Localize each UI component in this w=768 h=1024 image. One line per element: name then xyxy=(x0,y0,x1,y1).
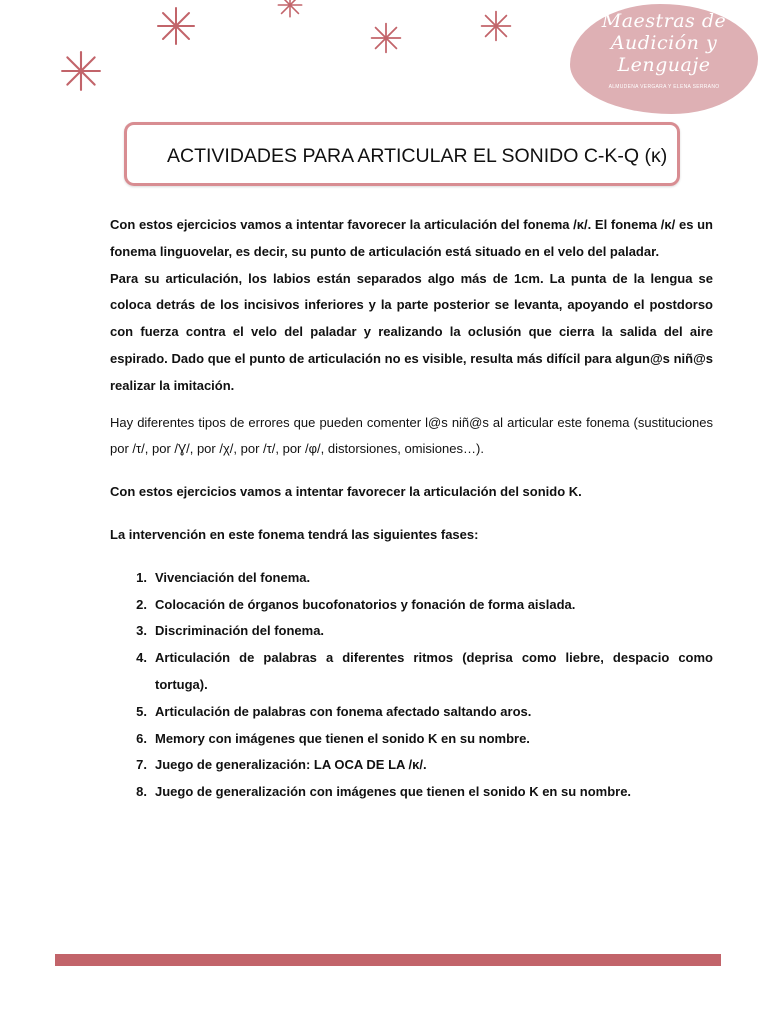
star-decoration-icon xyxy=(480,10,512,42)
logo-title-line: Audición y xyxy=(610,32,718,54)
footer-divider xyxy=(55,954,721,966)
star-decoration-icon xyxy=(156,6,196,46)
list-item-text: Articulación de palabras a diferentes ritmos (deprisa como liebre, despacio como tortuga). xyxy=(155,650,713,692)
star-decoration-icon xyxy=(277,0,303,18)
list-item xyxy=(110,779,713,806)
list-item-text: Discriminación del fonema. xyxy=(155,623,325,639)
list-item xyxy=(110,752,713,779)
list-item-text: Juego de generalización con imágenes que tienen el sonido K en su nombre. xyxy=(155,784,632,800)
list-item xyxy=(110,618,713,645)
star-decoration-icon xyxy=(370,22,402,54)
logo-title xyxy=(570,10,758,76)
page-title: ACTIVIDADES PARA ARTICULAR EL SONIDO C-K-Q (κ) xyxy=(167,145,668,167)
brand-logo xyxy=(570,4,758,114)
list-number: 8. xyxy=(136,784,147,800)
logo-title-line: Maestras de xyxy=(601,10,727,32)
document-body xyxy=(110,212,713,806)
logo-authors: ALMUDENA VERGARA Y ELENA SERRANO xyxy=(608,84,720,90)
list-item xyxy=(110,726,713,753)
star-decoration-icon xyxy=(60,50,102,92)
list-number: 6. xyxy=(136,730,147,746)
list-item-text: Vivenciación del fonema. xyxy=(155,569,311,585)
list-item-text: Articulación de palabras con fonema afectado saltando aros. xyxy=(155,703,532,719)
list-number: 3. xyxy=(136,623,147,639)
list-item xyxy=(110,592,713,619)
errors-paragraph: Hay diferentes tipos de errores que pueden comenter l@s niñ@s al articular este fonema (sustituciones por /τ/, por /Ɣ/, por /χ/, por /τ/, por /φ/, distorsiones, omisiones…). xyxy=(110,414,713,457)
list-number: 5. xyxy=(136,703,147,719)
phases-list xyxy=(110,565,713,806)
logo-title-line: Lenguaje xyxy=(617,54,711,76)
list-item xyxy=(110,565,713,592)
list-number: 1. xyxy=(136,569,147,585)
phases-intro: La intervención en este fonema tendrá las siguientes fases: xyxy=(110,526,479,542)
intro-paragraph: Para su articulación, los labios están separados algo más de 1cm. La punta de la lengua se coloca detrás de los incisivos inferiores y la parte posterior se levanta, apoyando el postdorso con fuerza contra el velo del paladar y realizando la oclusión que cierra la salida del aire espirado. Dado que el punto de articulación no es visible, resulta más difícil para algun@s niñ@s realizar la imitación. xyxy=(110,270,713,393)
list-item-text: Colocación de órganos bucofonatorios y fonación de forma aislada. xyxy=(155,596,576,612)
list-number: 2. xyxy=(136,596,147,612)
list-item-text: Memory con imágenes que tienen el sonido K en su nombre. xyxy=(155,730,530,746)
list-item xyxy=(110,699,713,726)
list-number: 7. xyxy=(136,757,147,773)
objective-paragraph: Con estos ejercicios vamos a intentar favorecer la articulación del sonido K. xyxy=(110,484,582,500)
intro-paragraph: Con estos ejercicios vamos a intentar favorecer la articulación del fonema /κ/. El fonema /κ/ es un fonema linguovelar, es decir, su punto de articulación está situado en el velo del paladar. xyxy=(110,217,713,259)
list-item-text: Juego de generalización: LA OCA DE LA /κ/. xyxy=(155,757,427,773)
title-box xyxy=(124,122,680,186)
list-number: 4. xyxy=(136,650,147,666)
list-item xyxy=(110,645,713,699)
